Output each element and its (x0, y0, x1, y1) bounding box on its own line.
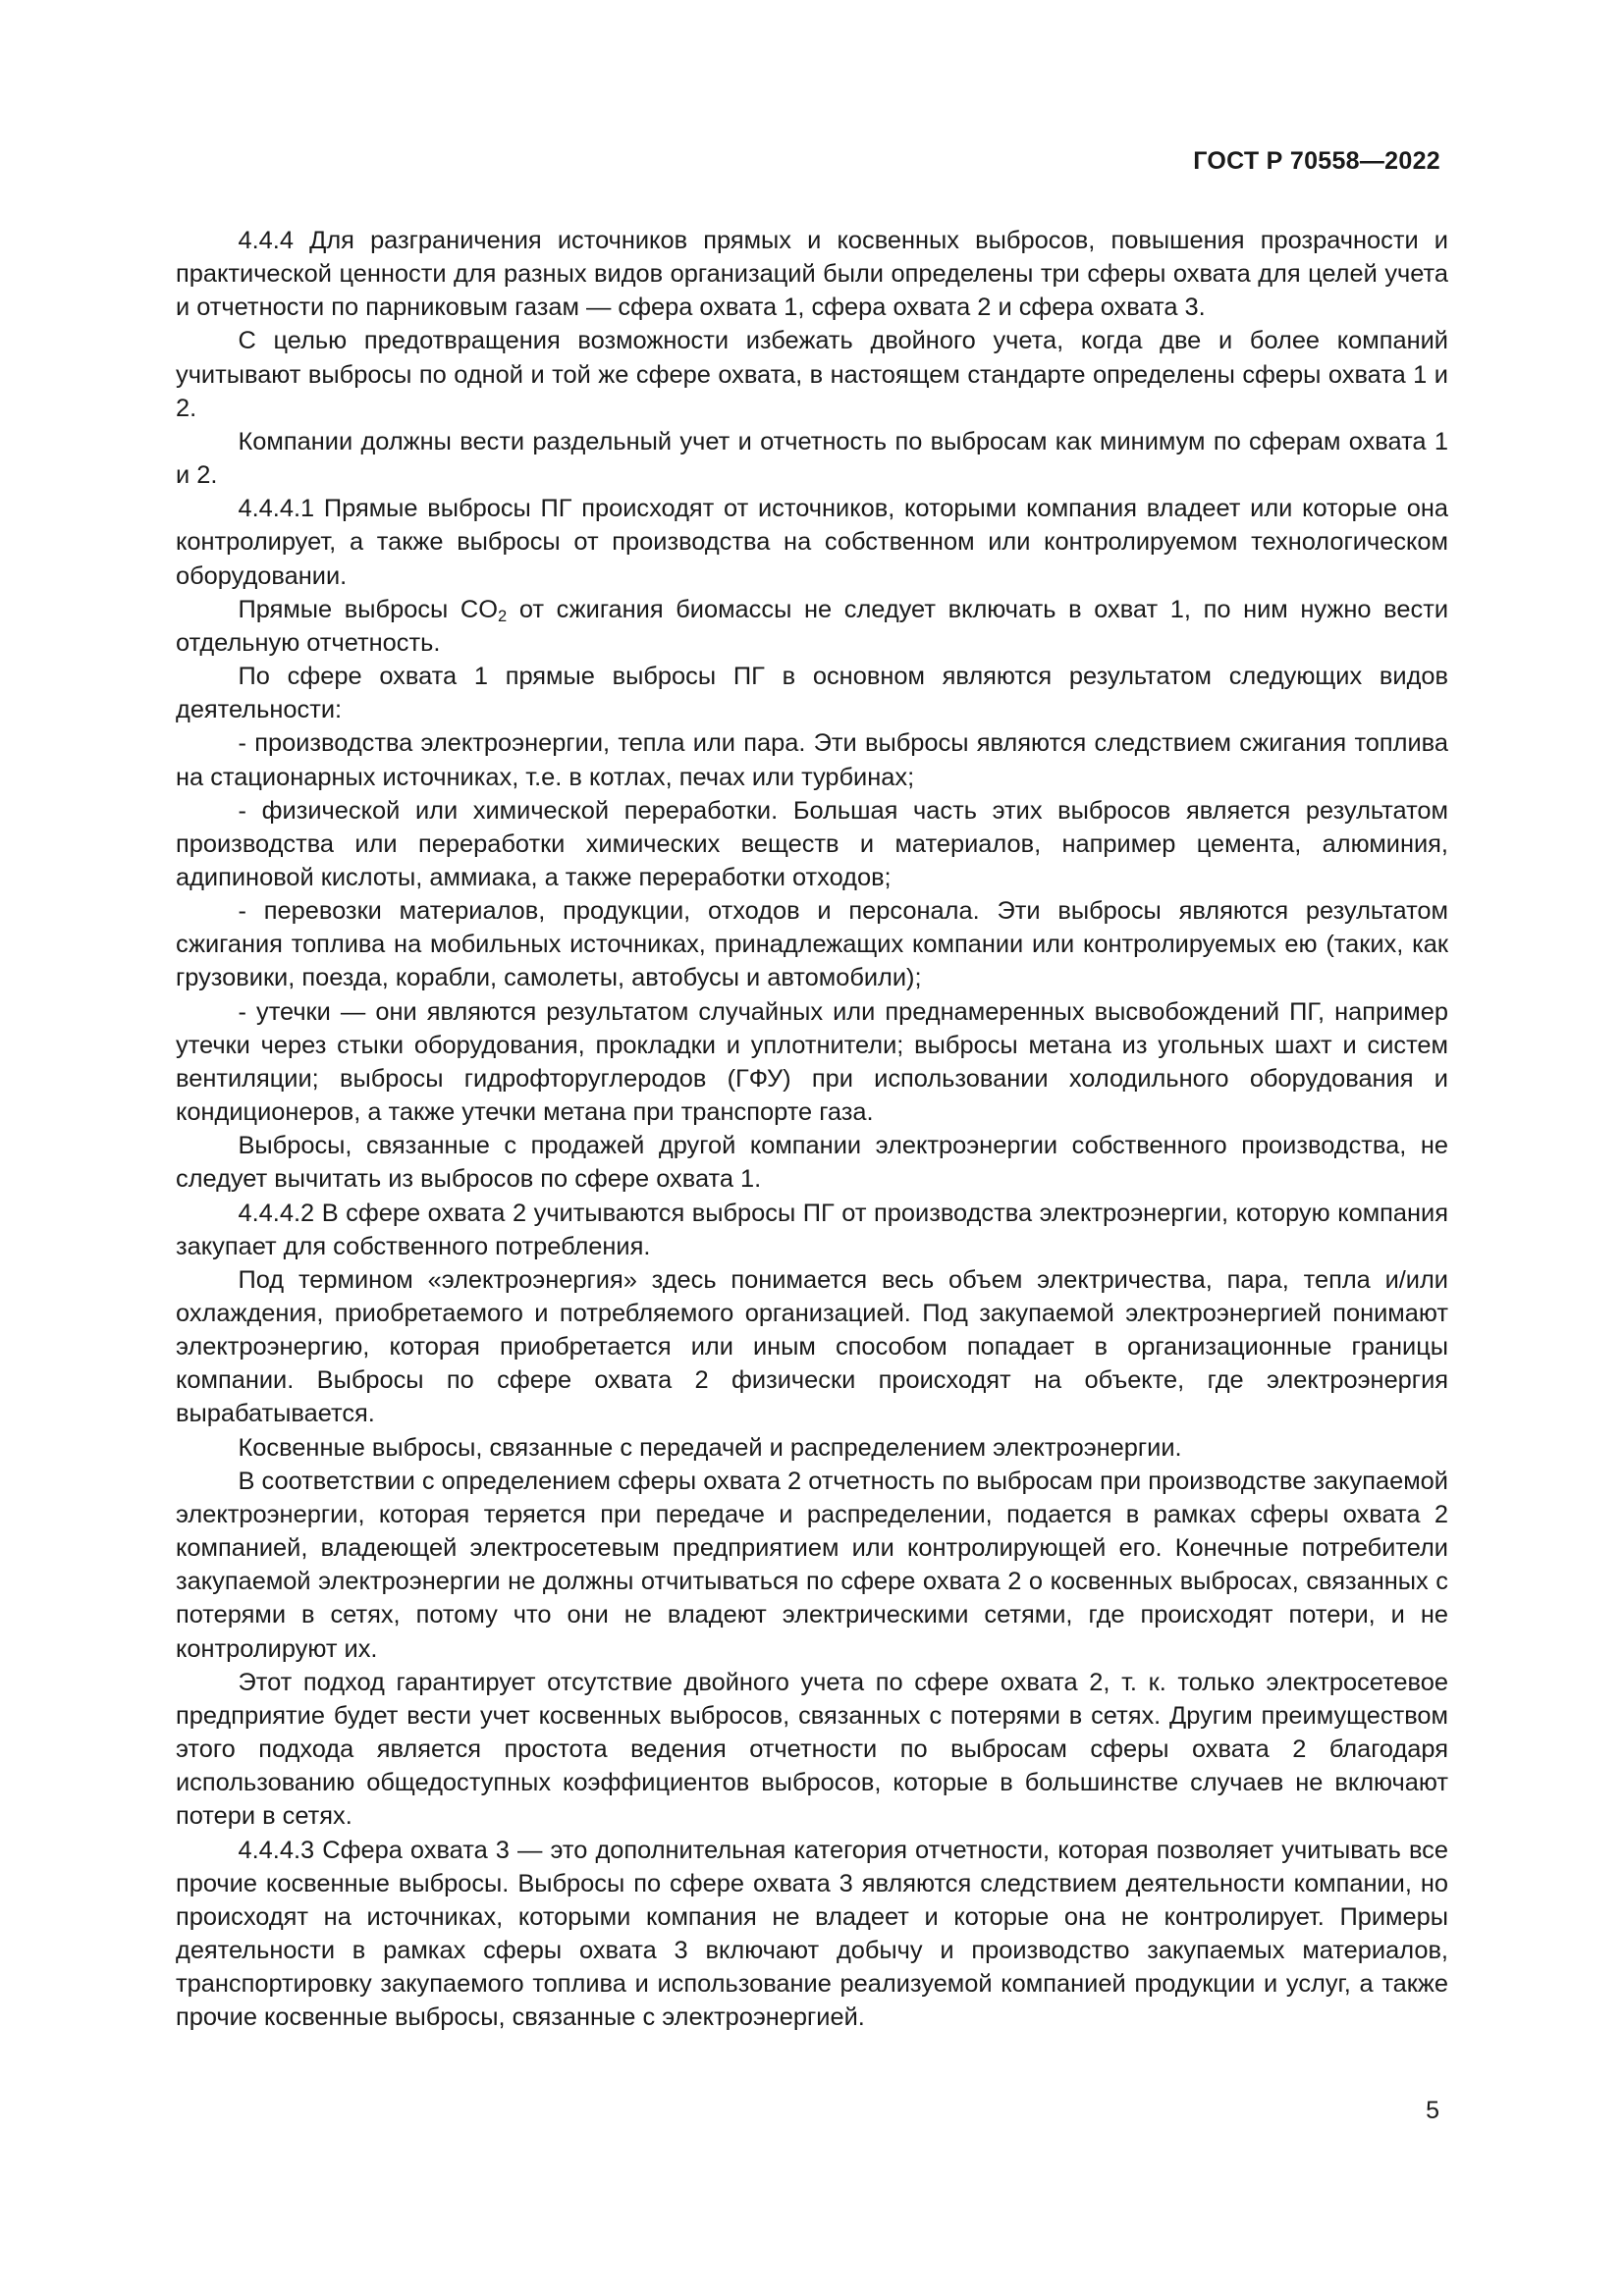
list-item-processing: - физической или химической переработки. Большая часть этих выбросов является результатом производства или переработки химических веществ и материалов, например цемента, алюминия, адипиновой кислоты, аммиака, а также переработки отходов; (176, 796, 1448, 891)
co2-subscript: 2 (498, 607, 508, 625)
paragraph-sold-electricity: Выбросы, связанные с продажей другой компании электроэнергии собственного производства, не следует вычитать из выбросов по сфере охвата 1. (176, 1132, 1448, 1194)
list-item-energy-production: - производства электроэнергии, тепла или пара. Эти выбросы являются следствием сжигания топлива на стационарных источниках, т.е. в котлах, печах или турбинах; (176, 729, 1448, 791)
paragraph-scope1-activities: По сфере охвата 1 прямые выбросы ПГ в основном являются результатом следующих видов деятельности: (176, 663, 1448, 724)
paragraph-4-4-4-2: 4.4.4.2 В сфере охвата 2 учитываются выбросы ПГ от производства электроэнергии, которую компания закупает для собственного потребления. (176, 1199, 1448, 1260)
list-item-transport: - перевозки материалов, продукции, отходов и персонала. Эти выбросы являются результатом сжигания топлива на мобильных источниках, принадлежащих компании или контролируемых ею (таких, как грузовики, поезда, корабли, самолеты, автобусы и автомобили); (176, 897, 1448, 992)
paragraph-scope2-definition: В соответствии с определением сферы охвата 2 отчетность по выбросам при производстве закупаемой электроэнергии, которая теряется при передаче и распределении, подается в рамках сферы охвата 2 компанией, владеющей электросетевым предприятием или контролирующей его. Конечные потребители закупаемой электроэнергии не должны отчитываться по сфере охвата 2 о косвенных выбросах, связанных с потерями в сетях, потому что они не владеют электрическими сетями, где происходят потери, и не контролируют их. (176, 1467, 1448, 1663)
paragraph-separate-reporting: Компании должны вести раздельный учет и отчетность по выбросам как минимум по сферам охвата 1 и 2. (176, 427, 1448, 490)
paragraph-4-4-4-1: 4.4.4.1 Прямые выбросы ПГ происходят от источников, которыми компания владеет или которые она контролирует, а также выбросы от производства на собственном или контролируемом технологическом оборудовании. (176, 495, 1448, 590)
list-item-leaks: - утечки — они являются результатом случайных или преднамеренных высвобождений ПГ, например утечки через стыки оборудования, прокладки и уплотнители; выбросы метана из угольных шахт и систем вентиляции; выбросы гидрофторуглеродов (ГФУ) при использовании холодильного оборудования и кондиционеров, а также утечки метана при транспорте газа. (176, 997, 1448, 1127)
paragraph-4-4-4-3: 4.4.4.3 Сфера охвата 3 — это дополнительная категория отчетности, которая позволяет учитывать все прочие косвенные выбросы. Выбросы по сфере охвата 3 являются следствием деятельности компании, но происходят на источниках, которыми компания не владеет и которые она не контролирует. Примеры деятельности в рамках сферы охвата 3 включают добычу и производство закупаемых материалов, транспортировку закупаемого топлива и использование реализуемой компанией продукции и услуг, а также прочие косвенные выбросы, связанные с электроэнергией. (176, 1836, 1448, 2032)
document-body (176, 224, 1448, 2034)
page-number: 5 (1426, 2097, 1439, 2124)
standard-header: ГОСТ Р 70558—2022 (1193, 147, 1440, 175)
paragraph-biomass-co2 (176, 593, 1448, 660)
biomass-text-after: от сжигания биомассы не следует включать в охват 1, по ним нужно вести отдельную отчетность. (176, 595, 1449, 657)
biomass-text-before: Прямые выбросы CO (238, 595, 499, 623)
paragraph-4-4-4: 4.4.4 Для разграничения источников прямых и косвенных выбросов, повышения прозрачности и практической ценности для разных видов организаций были определены три сферы охвата для целей учета и отчетности по парниковым газам — сфера охвата 1, сфера охвата 2 и сфера охвата 3. (176, 227, 1448, 322)
paragraph-transmission-losses: Косвенные выбросы, связанные с передачей и распределением электроэнергии. (238, 1433, 1182, 1462)
paragraph-electricity-term: Под термином «электроэнергия» здесь понимается весь объем электричества, пара, тепла и/или охлаждения, приобретаемого и потребляемого организацией. Под закупаемой электроэнергией понимают электроэнергию, которая приобретается или иным способом попадает в организационные границы компании. Выбросы по сфере охвата 2 физически происходят на объекте, где электроэнергия вырабатывается. (176, 1265, 1448, 1428)
paragraph-approach: Этот подход гарантирует отсутствие двойного учета по сфере охвата 2, т. к. только электросетевое предприятие будет вести учет косвенных выбросов, связанных с потерями в сетях. Другим преимуществом этого подхода является простота ведения отчетности по выбросам сферы охвата 2 благодаря использованию общедоступных коэффициентов выбросов, которые в большинстве случаев не включают потери в сетях. (176, 1668, 1448, 1831)
paragraph-double-counting: С целью предотвращения возможности избежать двойного учета, когда две и более компаний учитывают выбросы по одной и той же сфере охвата, в настоящем стандарте определены сферы охвата 1 и 2. (176, 327, 1448, 422)
